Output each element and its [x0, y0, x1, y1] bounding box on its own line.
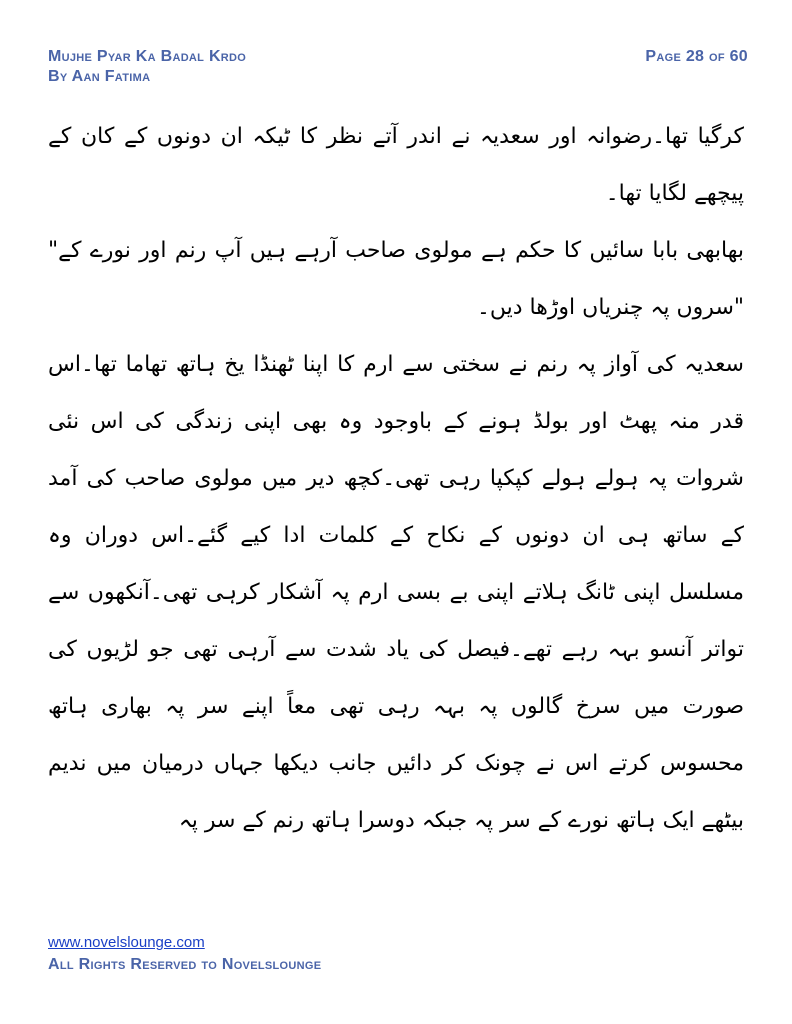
paragraph-1: کرگیا تھا۔رضوانہ اور سعدیہ نے اندر آتے نظر کا ٹیکہ ان دونوں کے کان کے پیچھے لگایا تھا۔: [48, 124, 744, 206]
page-footer: [48, 934, 321, 974]
author-line: By Aan Fatima: [48, 68, 151, 85]
story-text: [48, 108, 744, 849]
paragraph-2: بھابھی بابا سائیں کا حکم ہے مولوی صاحب آرہے ہیں آپ رنم اور نورے کے" "سروں پہ چنریاں اوڑھا دیں۔: [48, 238, 744, 320]
rights-notice: All Rights Reserved to Novelslounge: [48, 956, 322, 973]
page-number: Page 28 of 60: [645, 48, 748, 65]
novel-title: Mujhe Pyar Ka Badal Krdo: [48, 48, 247, 65]
website-link[interactable]: www.novelslounge.com: [48, 934, 205, 951]
paragraph-3: سعدیہ کی آواز پہ رنم نے سختی سے ارم کا اپنا ٹھنڈا یخ ہاتھ تھاما تھا۔اس قدر منہ پھٹ اور بولڈ ہونے کے باوجود وہ بھی اپنی زندگی کی اس نئی شروات پہ ہولے ہولے کپکپا رہی تھی۔کچھ دیر میں مولوی صاحب کی آمد کے ساتھ ہی ان دونوں کے نکاح کے کلمات ادا کیے گئے۔اس دوران وہ مسلسل اپنی ٹانگ ہلاتے اپنی بے بسی ارم پہ آشکار کرہی تھی۔آنکھوں سے تواتر آنسو بہہ رہے تھے۔فیصل کی یاد شدت سے آرہی تھی جو لڑیوں کی صورت میں سرخ گالوں پہ بہہ رہی تھی معاً اپنے سر پہ بھاری ہاتھ محسوس کرتے اس نے چونک کر دائیں جانب دیکھا جہاں درمیان میں ندیم بیٹھے ایک ہاتھ نورے کے سر پہ جبکہ دوسرا ہاتھ رنم کے سر پہ: [48, 352, 744, 833]
page-header: [48, 48, 748, 92]
